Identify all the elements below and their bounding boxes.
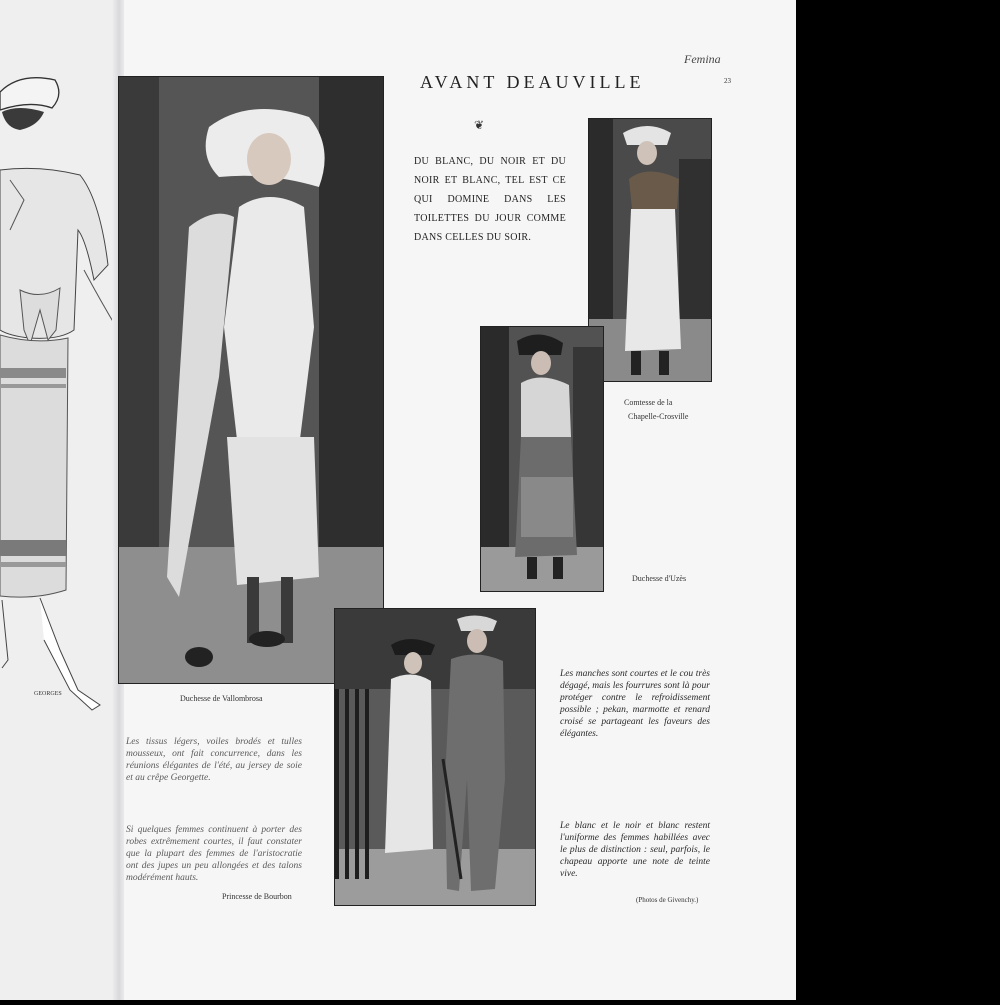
fleuron-icon: ❦ (474, 118, 485, 132)
page-number: 23 (724, 77, 731, 85)
caption-chapelle-line1: Comtesse de la (624, 398, 673, 407)
illustration-signature: GEORGES (34, 691, 62, 697)
caption-bourbon: Princesse de Bourbon (222, 892, 292, 901)
photo-uzes (480, 326, 604, 592)
magazine-signature: Femina (684, 52, 721, 66)
caption-vallombrosa: Duchesse de Vallombrosa (180, 694, 263, 703)
photo-vallombrosa (118, 76, 384, 684)
paragraph-tissus: Les tissus légers, voiles brodés et tulles mousseux, ont fait concurrence, dans les réunions élégantes de l'été, au jersey de soie et au crêpe Georgette. (126, 737, 302, 783)
intro-text: DU BLANC, DU NOIR ET DU NOIR ET BLANC, TEL EST CE QUI DOMINE DANS LES TOILETTES DU JOUR COMME DANS CELLES DU SOIR. (414, 156, 566, 243)
paragraph-quelques-femmes: Si quelques femmes continuent à porter des robes extrêmement courtes, il faut constater que la plupart des femmes de l'aristocratie ont des jupes un peu allongées et des talons modérément hauts. (126, 825, 302, 883)
caption-uzes: Duchesse d'Uzès (632, 574, 687, 583)
photo-chapelle-crosville (588, 118, 712, 382)
paragraph-manches: Les manches sont courtes et le cou très dégagé, mais les fourrures sont là pour protéger contre le refroidissement possible ; pekan, marmotte et renard croisé se partageant les faveurs des élégantes. (560, 669, 710, 739)
photo-bourbon (334, 608, 536, 906)
fashion-illustration (0, 0, 122, 1000)
caption-chapelle-line2: Chapelle-Crosville (628, 412, 689, 421)
page-title: AVANT DEAUVILLE (420, 72, 645, 92)
photo-credit: (Photos de Givenchy.) (636, 896, 699, 904)
paragraph-blanc-noir: Le blanc et le noir et blanc restent l'uniforme des femmes habillées avec le plus de distinction : seul, parfois, le chapeau apporte une note de teinte vive. (560, 821, 710, 879)
left-page (0, 0, 122, 1000)
